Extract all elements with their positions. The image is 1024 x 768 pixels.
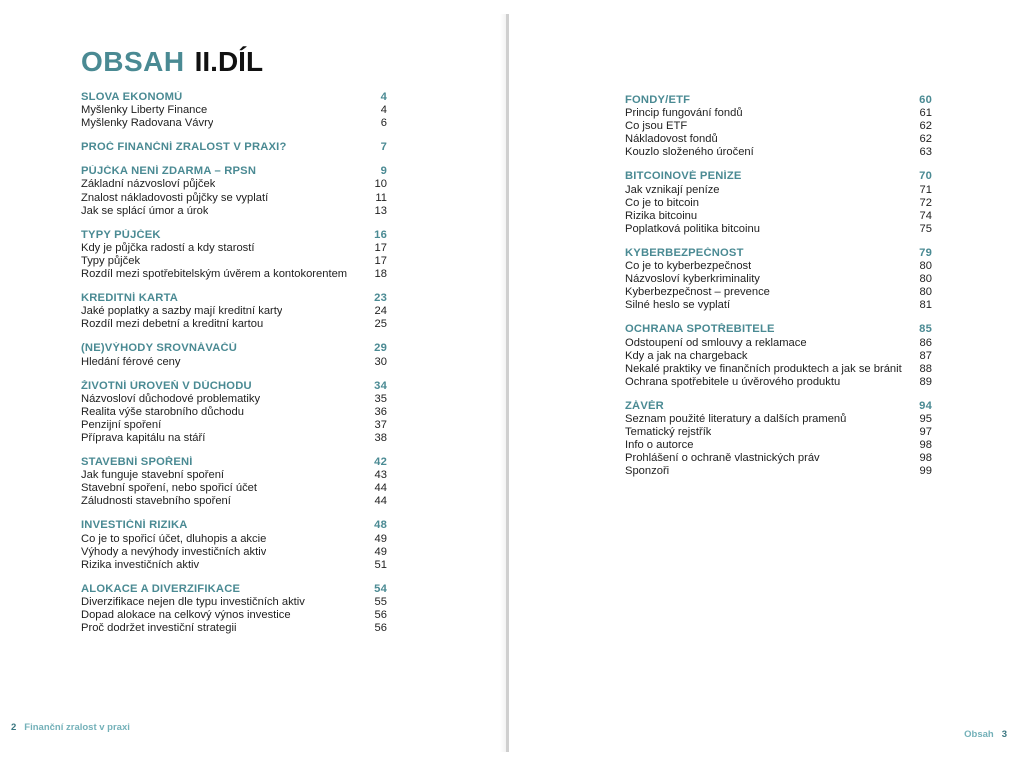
toc-entry[interactable]	[625, 439, 932, 452]
toc-section-page: 29	[374, 342, 387, 355]
toc-entry[interactable]	[81, 596, 387, 609]
toc-entry[interactable]	[625, 197, 932, 210]
footer-book-title: Finanční zralost v praxi	[24, 722, 130, 733]
toc-entry[interactable]	[81, 178, 387, 191]
toc-entry[interactable]	[625, 223, 932, 236]
toc-entry-page: 55	[374, 595, 387, 608]
toc-entry-page: 30	[374, 355, 387, 368]
toc-entry-title: Ochrana spotřebitele u úvěrového produktu	[625, 375, 841, 388]
page-title	[81, 44, 263, 80]
toc-section-title: STAVEBNÍ SPOŘENÍ	[81, 456, 193, 469]
toc-entry[interactable]	[625, 363, 932, 376]
toc-section-title: ŽIVOTNÍ ÚROVEŇ V DŮCHODU	[81, 379, 252, 392]
toc-entry[interactable]	[81, 104, 387, 117]
toc-entry[interactable]	[81, 495, 387, 508]
toc-section-heading[interactable]	[81, 380, 387, 393]
toc-entry-page: 62	[919, 133, 932, 146]
toc-section	[625, 94, 932, 159]
toc-section-page: 16	[374, 228, 387, 241]
toc-entry-page: 81	[919, 299, 932, 312]
toc-entry-page: 80	[919, 260, 932, 273]
toc-section-page: 7	[380, 141, 387, 154]
toc-entry-title: Diverzifikace nejen dle typu investičních aktiv	[81, 595, 305, 608]
toc-section	[81, 380, 387, 445]
toc-section-page: 23	[374, 292, 387, 305]
toc-entry[interactable]	[81, 469, 387, 482]
toc-section-page: 4	[380, 91, 387, 103]
toc-entry-title: Prohlášení o ochraně vlastnických práv	[625, 452, 820, 465]
left-page	[0, 0, 506, 768]
toc-entry-page: 80	[919, 286, 932, 299]
toc-entry-title: Jaké poplatky a sazby mají kreditní karty	[81, 305, 283, 318]
toc-entry-page: 25	[374, 318, 387, 331]
toc-entry-page: 35	[374, 392, 387, 405]
toc-entry-title: Kouzlo složeného úročení	[625, 146, 754, 159]
toc-section-title: INVESTIČNÍ RIZIKA	[81, 519, 188, 532]
toc-entry-page: 6	[380, 117, 387, 130]
toc-entry[interactable]	[81, 432, 387, 445]
toc-entry-title: Proč dodržet investiční strategii	[81, 622, 237, 635]
toc-entry-page: 38	[374, 431, 387, 444]
toc-entry-title: Záludnosti stavebního spoření	[81, 495, 231, 508]
toc-section-page: 70	[919, 170, 932, 183]
toc-entry-title: Jak funguje stavební spoření	[81, 469, 225, 482]
toc-section-page: 85	[919, 323, 932, 336]
toc-section	[81, 91, 387, 130]
toc-entry-page: 11	[375, 191, 387, 204]
toc-entry[interactable]	[81, 533, 387, 546]
toc-section-heading[interactable]	[81, 141, 387, 154]
toc-section-heading[interactable]	[81, 165, 387, 178]
toc-entry-title: Kdy je půjčka radostí a kdy starostí	[81, 241, 255, 254]
toc-entry[interactable]	[625, 452, 932, 465]
toc-section-heading[interactable]	[81, 519, 387, 532]
toc-section-heading[interactable]	[625, 94, 932, 107]
toc-entry-title: Dopad alokace na celkový výnos investice	[81, 609, 291, 621]
toc-entry-page: 44	[374, 495, 387, 508]
toc-entry[interactable]	[625, 146, 932, 159]
toc-entry-page: 51	[374, 558, 387, 571]
toc-section	[81, 165, 387, 217]
toc-entry-title: Info o autorce	[625, 439, 694, 452]
toc-section	[81, 342, 387, 368]
toc-entry[interactable]	[81, 268, 387, 281]
toc-section-page: 94	[919, 399, 932, 412]
toc-section-heading[interactable]	[625, 247, 932, 260]
toc-entry-title: Realita výše starobního důchodu	[81, 405, 244, 418]
toc-entry-page: 99	[919, 465, 932, 478]
toc-entry-title: Rizika investičních aktiv	[81, 558, 200, 571]
toc-section-title: ZÁVĚR	[625, 399, 664, 412]
toc-entry-title: Princip fungování fondů	[625, 107, 743, 120]
toc-entry-page: 49	[374, 532, 387, 545]
toc-section-heading[interactable]	[81, 91, 387, 104]
toc-section-title: PŮJČKA NENÍ ZDARMA – RPSN	[81, 165, 257, 178]
toc-entry-title: Seznam použité literatury a dalších pramenů	[625, 412, 847, 425]
toc-entry-title: Výhody a nevýhody investičních aktiv	[81, 545, 267, 558]
toc-entry[interactable]	[81, 242, 387, 255]
toc-entry[interactable]	[81, 406, 387, 419]
toc-section-title: PROČ FINANČNÍ ZRALOST V PRAXI?	[81, 141, 287, 154]
toc-entry-page: 87	[919, 349, 932, 362]
toc-section	[625, 170, 932, 235]
toc-entry[interactable]	[625, 465, 932, 478]
toc-entry-title: Myšlenky Liberty Finance	[81, 104, 208, 117]
toc-section	[81, 583, 387, 635]
toc-entry[interactable]	[625, 426, 932, 439]
toc-entry-page: 56	[374, 609, 387, 621]
toc-entry-page: 24	[374, 305, 387, 318]
toc-entry-title: Co je to bitcoin	[625, 196, 700, 209]
toc-section-title: SLOVA EKONOMŮ	[81, 91, 183, 103]
toc-entry[interactable]	[81, 546, 387, 559]
toc-section-title: OCHRANA SPOTŘEBITELE	[625, 323, 775, 336]
toc-entry-page: 56	[374, 622, 387, 635]
toc-entry-page: 95	[919, 412, 932, 425]
toc-entry[interactable]	[81, 305, 387, 318]
toc-entry-page: 71	[919, 183, 932, 196]
toc-entry[interactable]	[625, 107, 932, 120]
toc-entry-page: 4	[380, 104, 387, 117]
toc-entry[interactable]	[81, 419, 387, 432]
toc-section	[625, 400, 932, 479]
toc-entry[interactable]	[81, 356, 387, 369]
toc-section	[81, 456, 387, 508]
toc-entry-page: 98	[919, 439, 932, 452]
toc-section	[625, 247, 932, 312]
toc-section-heading[interactable]	[81, 456, 387, 469]
toc-section-title: FONDY/ETF	[625, 94, 691, 106]
toc-section	[81, 519, 387, 571]
toc-entry-title: Odstoupení od smlouvy a reklamace	[625, 336, 807, 349]
toc-entry-title: Rozdíl mezi debetní a kreditní kartou	[81, 318, 264, 331]
page-number: 2	[11, 722, 17, 733]
toc-entry-title: Základní názvosloví půjček	[81, 178, 216, 191]
toc-entry[interactable]	[81, 482, 387, 495]
toc-entry-title: Nekalé praktiky ve finančních produktech a jak se bránit	[625, 362, 902, 375]
toc-entry-title: Názvosloví důchodové problematiky	[81, 392, 261, 405]
toc-entry-page: 61	[919, 107, 932, 120]
toc-entry-page: 10	[374, 178, 387, 191]
toc-entry-title: Rizika bitcoinu	[625, 209, 698, 222]
toc-entry[interactable]	[625, 210, 932, 223]
toc-entry[interactable]	[625, 376, 932, 389]
toc-entry[interactable]	[625, 133, 932, 146]
toc-right-column	[625, 94, 932, 489]
title-part-contents: OBSAH	[81, 46, 185, 77]
toc-section-heading[interactable]	[81, 583, 387, 596]
toc-entry-title: Kyberbezpečnost – prevence	[625, 286, 770, 299]
toc-section-heading[interactable]	[625, 170, 932, 183]
footer-right	[964, 729, 1007, 740]
toc-entry[interactable]	[625, 413, 932, 426]
toc-left-column	[81, 91, 387, 646]
toc-entry-title: Znalost nákladovosti půjčky se vyplatí	[81, 191, 269, 204]
toc-section	[81, 229, 387, 281]
toc-section-heading[interactable]	[625, 323, 932, 336]
toc-entry-title: Co jsou ETF	[625, 120, 688, 133]
toc-section-title: KREDITNÍ KARTA	[81, 292, 179, 305]
toc-section-page: 60	[919, 94, 932, 106]
toc-entry-page: 37	[374, 418, 387, 431]
toc-section-heading[interactable]	[625, 400, 932, 413]
toc-entry[interactable]	[625, 286, 932, 299]
toc-section-title: KYBERBEZPEČNOST	[625, 246, 744, 259]
toc-entry[interactable]	[625, 299, 932, 312]
toc-section-page: 42	[374, 456, 387, 469]
toc-entry-page: 17	[374, 254, 387, 267]
toc-section-title: TYPY PŮJČEK	[81, 228, 161, 241]
toc-entry-page: 97	[919, 426, 932, 439]
title-part-volume: II.DÍL	[194, 46, 264, 77]
toc-section-page: 9	[380, 165, 387, 178]
toc-entry-title: Stavební spoření, nebo spořicí účet	[81, 482, 258, 495]
toc-entry-page: 74	[919, 209, 932, 222]
toc-entry-title: Tematický rejstřík	[625, 426, 712, 439]
toc-entry-page: 98	[919, 452, 932, 465]
toc-entry-title: Nákladovost fondů	[625, 133, 718, 146]
toc-entry-page: 75	[919, 222, 932, 235]
toc-entry-title: Jak vznikají peníze	[625, 183, 720, 196]
toc-entry-page: 17	[374, 241, 387, 254]
toc-section	[625, 323, 932, 388]
toc-section-page: 54	[374, 582, 387, 595]
toc-entry[interactable]	[81, 318, 387, 331]
footer-left	[11, 722, 130, 733]
toc-entry[interactable]	[81, 393, 387, 406]
toc-entry[interactable]	[81, 192, 387, 205]
toc-entry-page: 13	[374, 204, 387, 217]
toc-entry-page: 36	[374, 405, 387, 418]
toc-entry-title: Co je to spořicí účet, dluhopis a akcie	[81, 532, 267, 545]
toc-entry-title: Názvosloví kyberkriminality	[625, 273, 760, 286]
toc-entry-title: Rozdíl mezi spotřebitelským úvěrem a kontokorentem	[81, 268, 348, 281]
page-number: 3	[1001, 729, 1007, 740]
toc-entry-title: Co je to kyberbezpečnost	[625, 260, 752, 273]
toc-entry-page: 63	[919, 146, 932, 159]
toc-section-title: BITCOINOVÉ PENÍZE	[625, 170, 742, 183]
toc-entry-title: Typy půjček	[81, 254, 141, 267]
toc-entry-page: 43	[374, 469, 387, 482]
toc-entry-title: Myšlenky Radovana Vávry	[81, 117, 214, 130]
toc-entry[interactable]	[81, 255, 387, 268]
toc-section-heading[interactable]	[81, 229, 387, 242]
toc-entry-page: 72	[919, 196, 932, 209]
toc-section-page: 48	[374, 519, 387, 532]
toc-entry-title: Penzijní spoření	[81, 418, 162, 431]
toc-entry[interactable]	[625, 273, 932, 286]
toc-entry[interactable]	[81, 622, 387, 635]
toc-entry-page: 86	[919, 336, 932, 349]
toc-section	[81, 292, 387, 331]
toc-entry-title: Sponzoři	[625, 465, 670, 478]
toc-section-page: 34	[374, 379, 387, 392]
toc-section-heading[interactable]	[81, 292, 387, 305]
toc-section	[81, 141, 387, 154]
toc-entry[interactable]	[81, 117, 387, 130]
toc-entry[interactable]	[81, 559, 387, 572]
toc-entry[interactable]	[625, 260, 932, 273]
footer-section-title: Obsah	[964, 729, 994, 740]
toc-entry-title: Příprava kapitálu na stáří	[81, 431, 206, 444]
toc-entry-title: Poplatková politika bitcoinu	[625, 222, 760, 235]
toc-entry[interactable]	[625, 184, 932, 197]
toc-entry-page: 49	[374, 545, 387, 558]
toc-entry-page: 62	[919, 120, 932, 133]
toc-entry[interactable]	[625, 350, 932, 363]
toc-entry[interactable]	[81, 205, 387, 218]
toc-entry-title: Silné heslo se vyplatí	[625, 299, 731, 312]
toc-entry-page: 89	[919, 375, 932, 388]
toc-entry[interactable]	[81, 609, 387, 622]
toc-entry-page: 18	[374, 268, 387, 281]
toc-section-title: (NE)VÝHODY SROVNÁVAČŮ	[81, 342, 238, 355]
toc-entry-page: 88	[919, 362, 932, 375]
toc-entry[interactable]	[625, 337, 932, 350]
toc-entry-title: Hledání férové ceny	[81, 355, 181, 368]
toc-entry-page: 80	[919, 273, 932, 286]
toc-entry-title: Kdy a jak na chargeback	[625, 349, 748, 362]
toc-section-heading[interactable]	[81, 342, 387, 355]
toc-section-page: 79	[919, 246, 932, 259]
toc-entry[interactable]	[625, 120, 932, 133]
toc-entry-page: 44	[374, 482, 387, 495]
toc-section-title: ALOKACE A DIVERZIFIKACE	[81, 582, 241, 595]
toc-entry-title: Jak se splácí úmor a úrok	[81, 204, 209, 217]
